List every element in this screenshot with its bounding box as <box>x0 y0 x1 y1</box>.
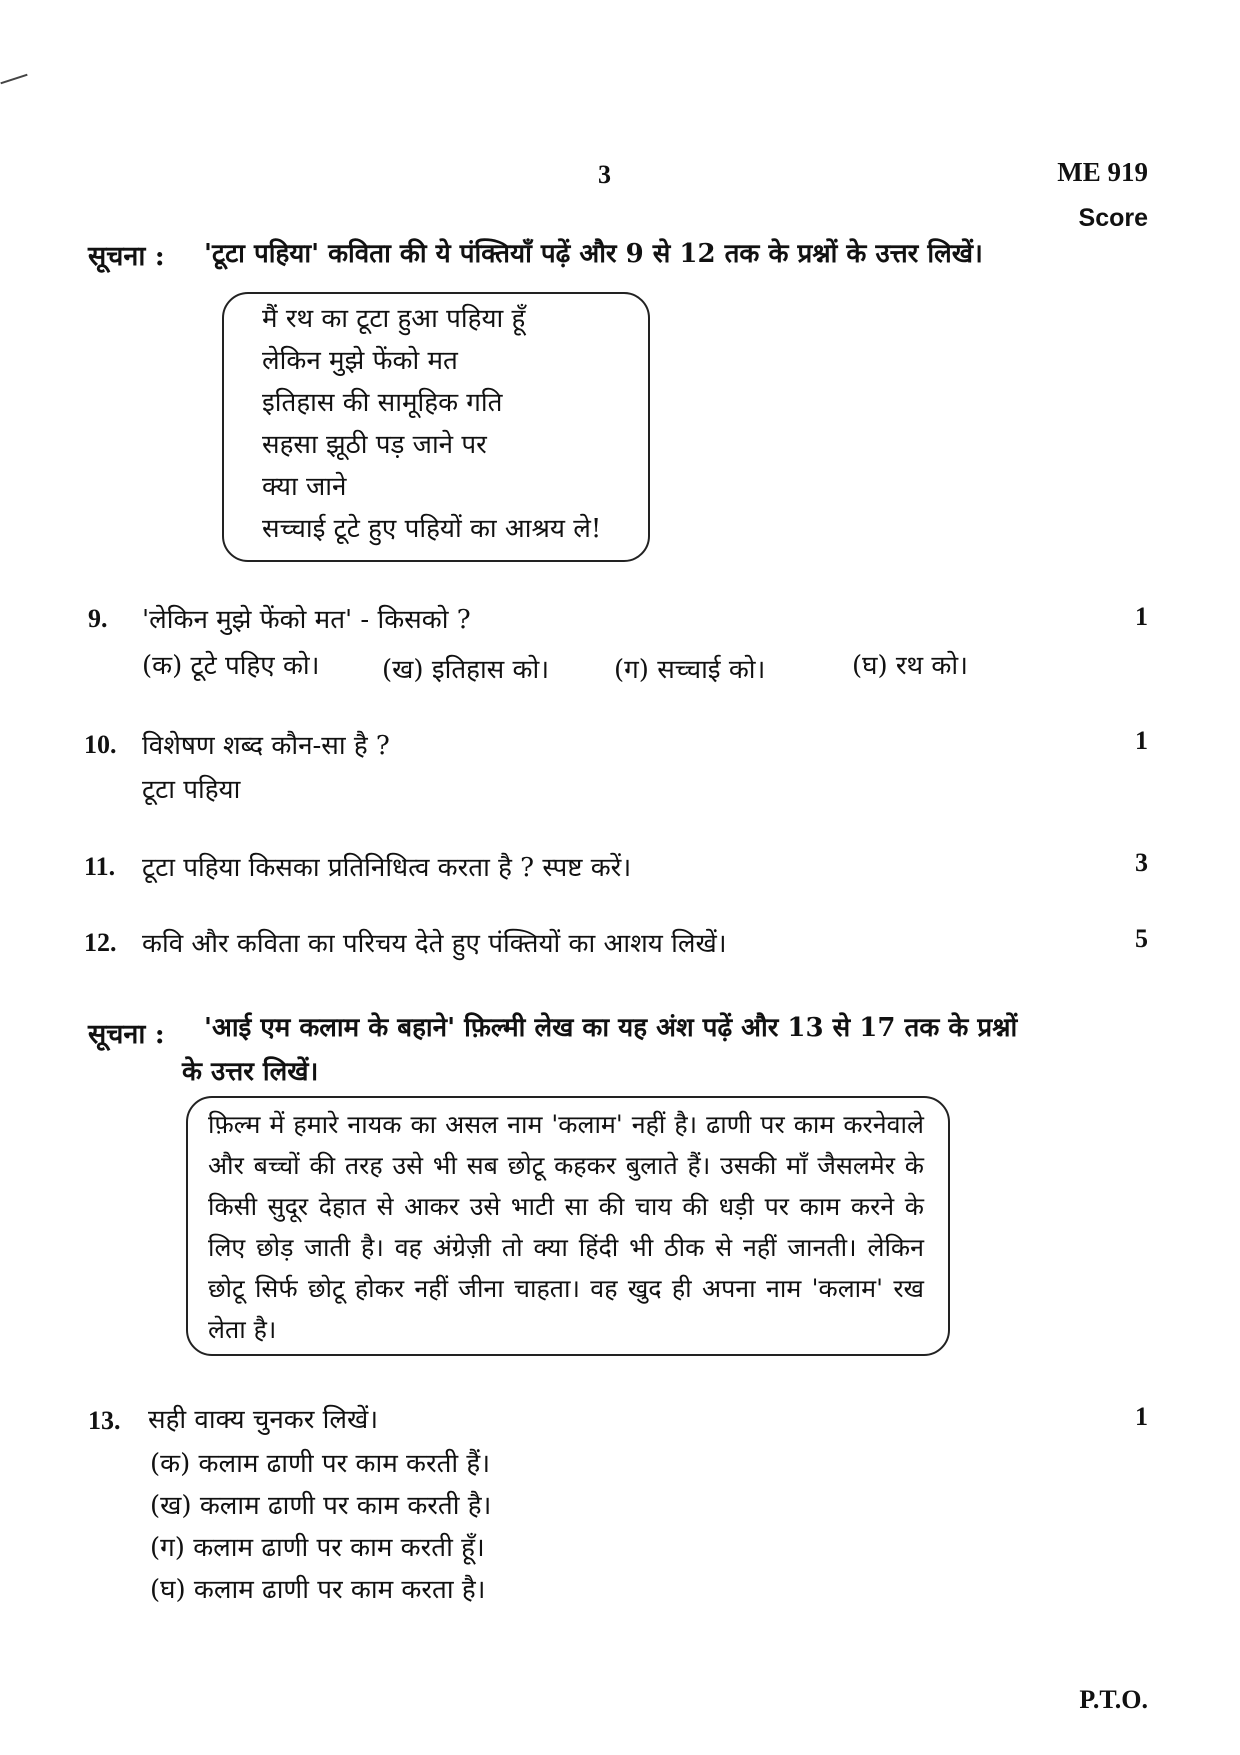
poem-line: क्या जाने <box>262 472 347 502</box>
question-number: 10. <box>84 730 117 759</box>
option: (क) कलाम ढाणी पर काम करती हैं। <box>150 1449 491 1479</box>
notice-instruction-2: 'आई एम कलाम के बहाने' फ़िल्मी लेख का यह अंश पढ़ें और 13 से 17 तक के प्रश्नों <box>204 1013 1018 1043</box>
poem-line: सच्चाई टूटे हुए पहियों का आश्रय ले! <box>262 514 602 544</box>
question-marks: 1 <box>1135 726 1148 755</box>
question-text: टूटा पहिया किसका प्रतिनिधित्व करता है ? स्पष्ट करें। <box>142 853 632 883</box>
notice-instruction-2-cont: के उत्तर लिखें। <box>182 1057 319 1087</box>
poem-line: मैं रथ का टूटा हुआ पहिया हूँ <box>262 304 526 334</box>
option: (घ) कलाम ढाणी पर काम करता है। <box>150 1575 486 1605</box>
question-text: विशेषण शब्द कौन-सा है ? <box>142 731 390 761</box>
option: (ख) कलाम ढाणी पर काम करती है। <box>150 1491 492 1521</box>
page-number: 3 <box>598 160 611 189</box>
question-marks: 5 <box>1135 924 1148 953</box>
option: (घ) रथ को। <box>852 651 968 681</box>
question-text: 'लेकिन मुझे फेंको मत' - किसको ? <box>142 605 471 635</box>
answer-text: टूटा पहिया <box>142 775 241 805</box>
poem-line: सहसा झूठी पड़ जाने पर <box>262 430 487 460</box>
question-number: 11. <box>84 852 116 881</box>
paper-code: ME 919 <box>1057 157 1148 187</box>
pto-label: P.T.O. <box>1079 1685 1148 1714</box>
option: (ग) सच्चाई को। <box>614 655 766 685</box>
notice-instruction-1: 'टूटा पहिया' कविता की ये पंक्तियाँ पढ़ें और 9 से 12 तक के प्रश्नों के उत्तर लिखें। <box>204 239 983 269</box>
poem-line: लेकिन मुझे फेंको मत <box>262 346 458 376</box>
passage-text: फ़िल्म में हमारे नायक का असल नाम 'कलाम' नहीं है। ढाणी पर काम करनेवाले और बच्चों की तरह उसे भी सब छोटू कहकर बुलाते हैं। उसकी माँ जैसलमेर के किसी सुदूर देहात से आकर उसे भाटी सा की चाय की धड़ी पर काम करने के लिए छोड़ जाती है। वह अंग्रेज़ी तो क्या हिंदी भी ठीक से नहीं जानती। लेकिन छोटू सिर्फ छोटू होकर नहीं जीना चाहता। वह खुद ही अपना नाम 'कलाम' रख लेता है। <box>208 1110 924 1344</box>
notice-label-1: सूचना : <box>88 241 165 272</box>
option: (क) टूटे पहिए को। <box>142 651 320 681</box>
score-label: Score <box>1078 204 1148 232</box>
scan-mark <box>0 74 27 85</box>
question-text: सही वाक्य चुनकर लिखें। <box>148 1405 379 1435</box>
poem-line: इतिहास की सामूहिक गति <box>262 388 503 418</box>
notice-label-2: सूचना : <box>88 1019 165 1050</box>
question-text: कवि और कविता का परिचय देते हुए पंक्तियों का आशय लिखें। <box>142 929 727 959</box>
question-marks: 1 <box>1135 1402 1148 1431</box>
option: (ख) इतिहास को। <box>382 655 550 685</box>
question-number: 12. <box>84 928 117 957</box>
question-number: 13. <box>88 1406 121 1435</box>
question-marks: 1 <box>1135 602 1148 631</box>
poem <box>262 298 601 550</box>
question-number: 9. <box>88 604 108 633</box>
question-marks: 3 <box>1135 848 1148 877</box>
option: (ग) कलाम ढाणी पर काम करती हूँ। <box>150 1533 485 1563</box>
